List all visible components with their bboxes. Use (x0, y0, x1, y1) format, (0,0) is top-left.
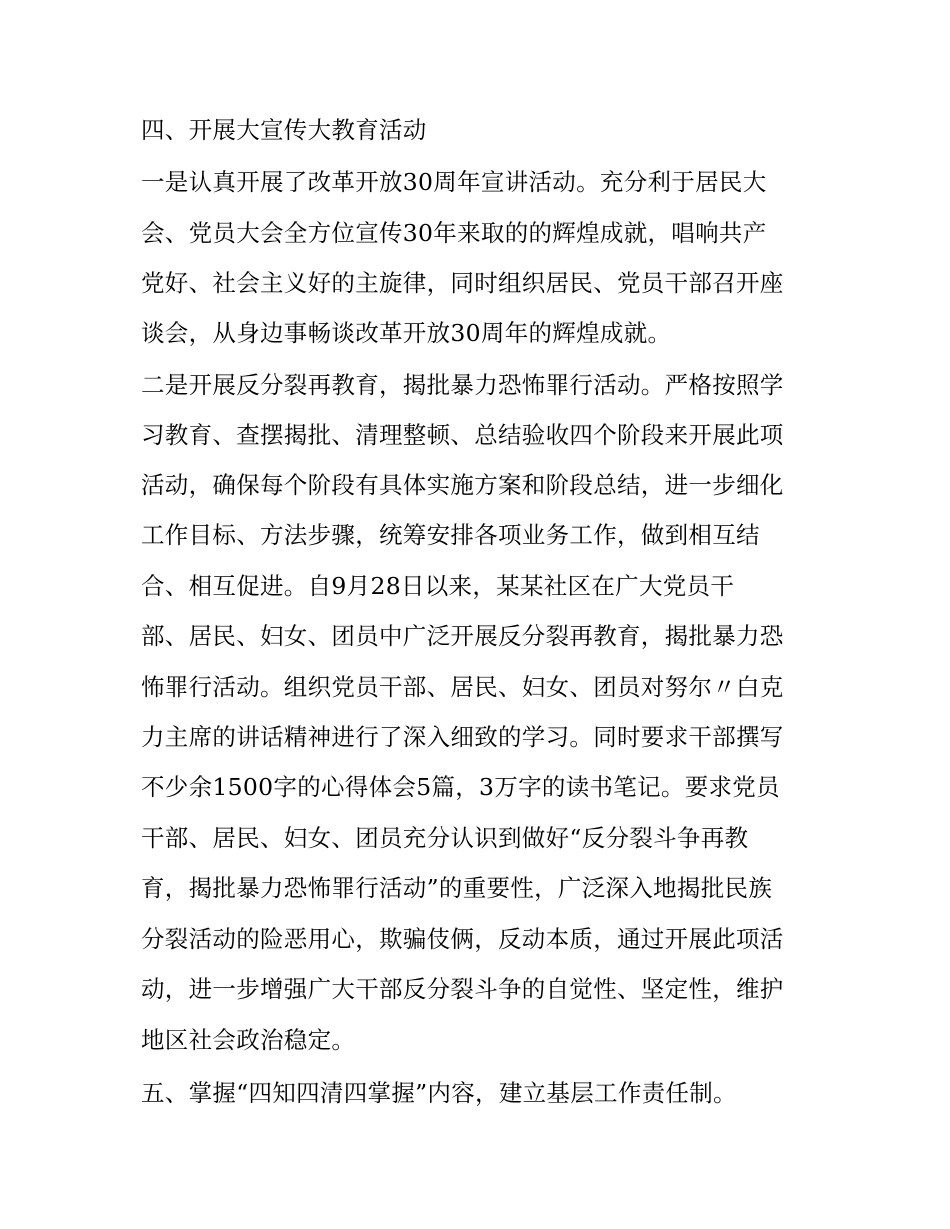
paragraph-line: 干部、居民、妇女、团员充分认识到做好“反分裂斗争再教 (141, 824, 749, 852)
paragraph-line: 力主席的讲话精神进行了深入细致的学习。同时要求干部撰写 (141, 723, 784, 751)
paragraph-line: 二是开展反分裂再教育，揭批暴力恐怖罪行活动。严格按照学 (141, 371, 784, 399)
paragraph-line: 工作目标、方法步骤，统筹安排各项业务工作，做到相互结 (141, 521, 760, 549)
paragraph-line: 不少余1500字的心得体会5篇，3万字的读书笔记。要求党员 (141, 773, 780, 801)
paragraph-line: 习教育、查摆揭批、清理整顿、总结验收四个阶段来开展此项 (141, 421, 784, 449)
paragraph-line: 动，进一步增强广大干部反分裂斗争的自觉性、坚定性，维护 (141, 975, 784, 1003)
paragraph-line: 地区社会政治稳定。 (141, 1026, 356, 1054)
paragraph-line: 分裂活动的险恶用心，欺骗伎俩，反动本质，通过开展此项活 (141, 925, 784, 953)
paragraph-line: 会、党员大会全方位宣传30年来取的的辉煌成就，唱响共产 (141, 219, 767, 247)
section-heading-4: 四、开展大宣传大教育活动 (141, 116, 427, 144)
paragraph-line: 活动，确保每个阶段有具体实施方案和阶段总结，进一步细化 (141, 471, 784, 499)
paragraph-line: 部、居民、妇女、团员中广泛开展反分裂再教育，揭批暴力恐 (141, 622, 784, 650)
paragraph-line: 育，揭批暴力恐怖罪行活动”的重要性，广泛深入地揭批民族 (141, 874, 773, 902)
paragraph-line: 一是认真开展了改革开放30周年宣讲活动。充分利于居民大 (141, 168, 767, 196)
paragraph-line: 怖罪行活动。组织党员干部、居民、妇女、团员对努尔〃白克 (141, 673, 784, 701)
paragraph-line: 合、相互促进。自9月28日以来，某某社区在广大党员干 (141, 572, 735, 600)
section-heading-5: 五、掌握“四知四清四掌握”内容，建立基层工作责任制。 (141, 1079, 737, 1107)
paragraph-line: 谈会，从身边事畅谈改革开放30周年的辉煌成就。 (141, 319, 672, 347)
paragraph-line: 党好、社会主义好的主旋律，同时组织居民、党员干部召开座 (141, 269, 784, 297)
